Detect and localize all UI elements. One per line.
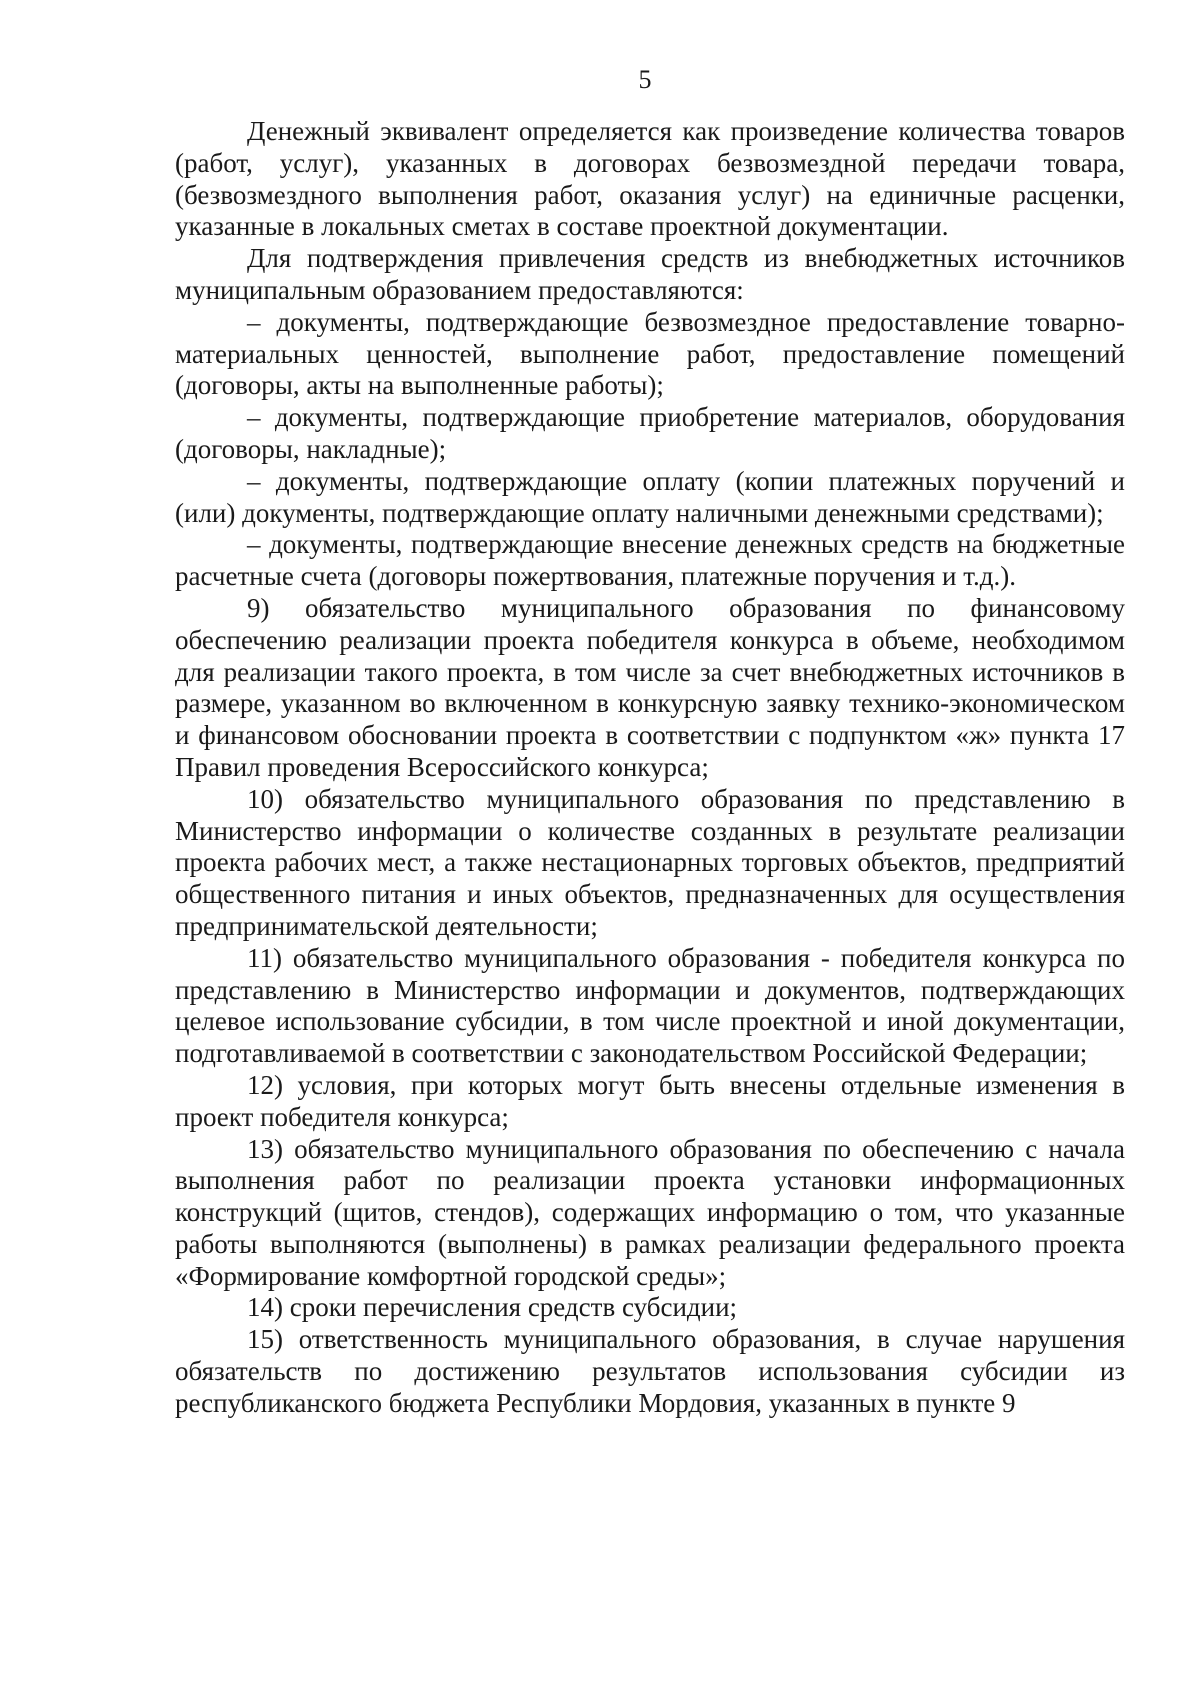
clause-14: 14) сроки перечисления средств субсидии;	[247, 1292, 738, 1323]
list-item-purchase-docs: – документы, подтверждающие приобретение материалов, оборудования (договоры, накладные);	[175, 402, 1125, 464]
clause-9: 9) обязательство муниципального образования по финансовому обеспечению реализации проекта победителя конкурса в объеме, необходимом для реализации такого проекта, в том числе за счет внебюджетных источников в размере, указанном во включенном в конкурсную заявку технико-экономическом и финансовом обосновании проекта в соответствии с подпунктом «ж» пункта 17 Правил проведения Всероссийского конкурса;	[175, 592, 1125, 782]
clause-10: 10) обязательство муниципального образования по представлению в Министерство информации о количестве созданных в результате реализации проекта рабочих мест, а также нестационарных торговых объектов, предприятий общественного питания и иных объектов, предназначенных для осуществления предпринимательской деятельности;	[175, 783, 1125, 941]
list-item-deposit-docs: – документы, подтверждающие внесение денежных средств на бюджетные расчетные счета (договоры пожертвования, платежные поручения и т.д.).	[175, 529, 1125, 592]
list-item-payment-docs: – документы, подтверждающие оплату (копии платежных поручений и (или) документы, подтверждающие оплату наличными денежными средствами);	[175, 465, 1125, 528]
paragraph-confirmation-intro: Для подтверждения привлечения средств из внебюджетных источников муниципальным образованием предоставляются:	[175, 243, 1125, 305]
clause-12: 12) условия, при которых могут быть внесены отдельные изменения в проект победителя конкурса;	[175, 1069, 1125, 1132]
clause-15: 15) ответственность муниципального образования, в случае нарушения обязательств по достижению результатов использования субсидии из республиканского бюджета Республики Мордовия, указанных в пункте 9	[175, 1324, 1125, 1418]
paragraph-monetary-equivalent: Денежный эквивалент определяется как произведение количества товаров (работ, услуг), указанных в договорах безвозмездной передачи товара, (безвозмездного выполнения работ, оказания услуг) на единичные расценки, указанные в локальных сметах в составе проектной документации.	[175, 116, 1125, 242]
page-number: 5	[638, 65, 652, 94]
clause-11: 11) обязательство муниципального образования - победителя конкурса по представлению в Министерство информации и документов, подтверждающих целевое использование субсидии, в том числе проектной и иной документации, подготавливаемой в соответствии с законодательством Российской Федерации;	[175, 942, 1125, 1069]
list-item-free-provision-docs: – документы, подтверждающие безвозмездное предоставление товарно-материальных ценностей, выполнение работ, предоставление помещений (договоры, акты на выполненные работы);	[175, 306, 1125, 401]
document-body	[175, 116, 1125, 1420]
clause-13: 13) обязательство муниципального образования по обеспечению с начала выполнения работ по реализации проекта установки информационных конструкций (щитов, стендов), содержащих информацию о том, что указанные работы выполняются (выполнены) в рамках реализации федерального проекта «Формирование комфортной городской среды»;	[175, 1133, 1125, 1291]
